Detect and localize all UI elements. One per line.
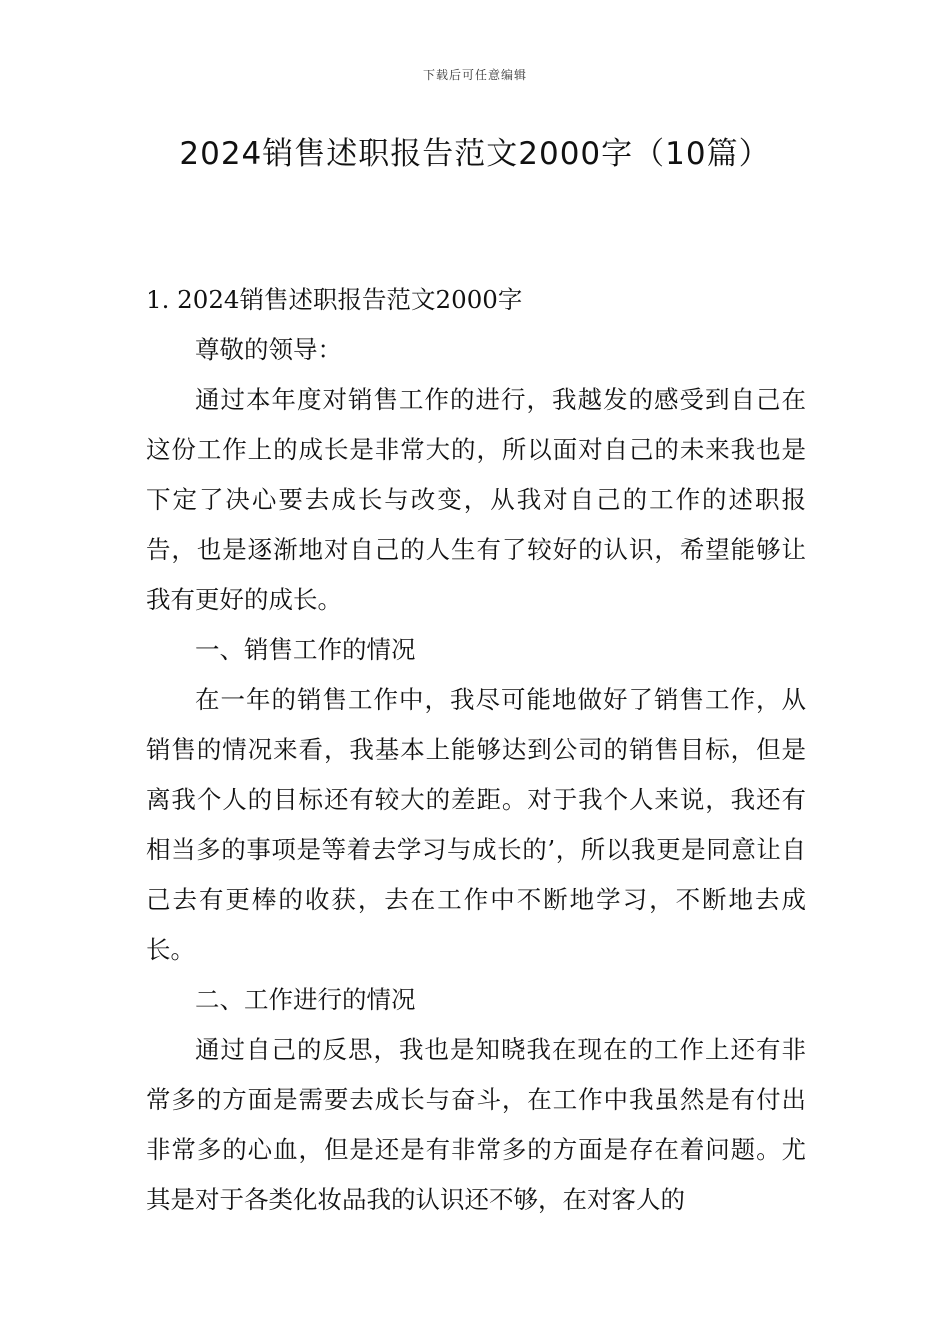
- greeting: 尊敬的领导：: [195, 335, 342, 364]
- section-title: 1. 2024销售述职报告范文2000字: [146, 285, 523, 314]
- paragraph-sales-work: 在一年的销售工作中，我尽可能地做好了销售工作，从销售的情况来看，我基本上能够达到公司的销售目标，但是离我个人的目标还有较大的差距。对于我个人来说，我还有相当多的事项是等着去学习与成长的’，所以我更是同意让自己去有更棒的收获，去在工作中不断地学习，不断地去成长。: [146, 685, 806, 964]
- heading-sales-work: 一、销售工作的情况: [195, 635, 416, 664]
- heading-work-progress: 二、工作进行的情况: [195, 985, 416, 1014]
- paragraph-work-progress: 通过自己的反思，我也是知晓我在现在的工作上还有非常多的方面是需要去成长与奋斗，在工作中我虽然是有付出非常多的心血，但是还是有非常多的方面是存在着问题。尤其是对于各类化妆品我的认识还不够，在对客人的: [146, 1035, 806, 1214]
- header-note: 下载后可任意编辑: [422, 68, 527, 82]
- document-title: 2024销售述职报告范文2000字（10篇）: [179, 136, 771, 172]
- document-body: [146, 275, 806, 1225]
- paragraph-intro: 通过本年度对销售工作的进行，我越发的感受到自己在这份工作上的成长是非常大的，所以面对自己的未来我也是下定了决心要去成长与改变，从我对自己的工作的述职报告，也是逐渐地对自己的人生有了较好的认识，希望能够让我有更好的成长。: [146, 385, 806, 614]
